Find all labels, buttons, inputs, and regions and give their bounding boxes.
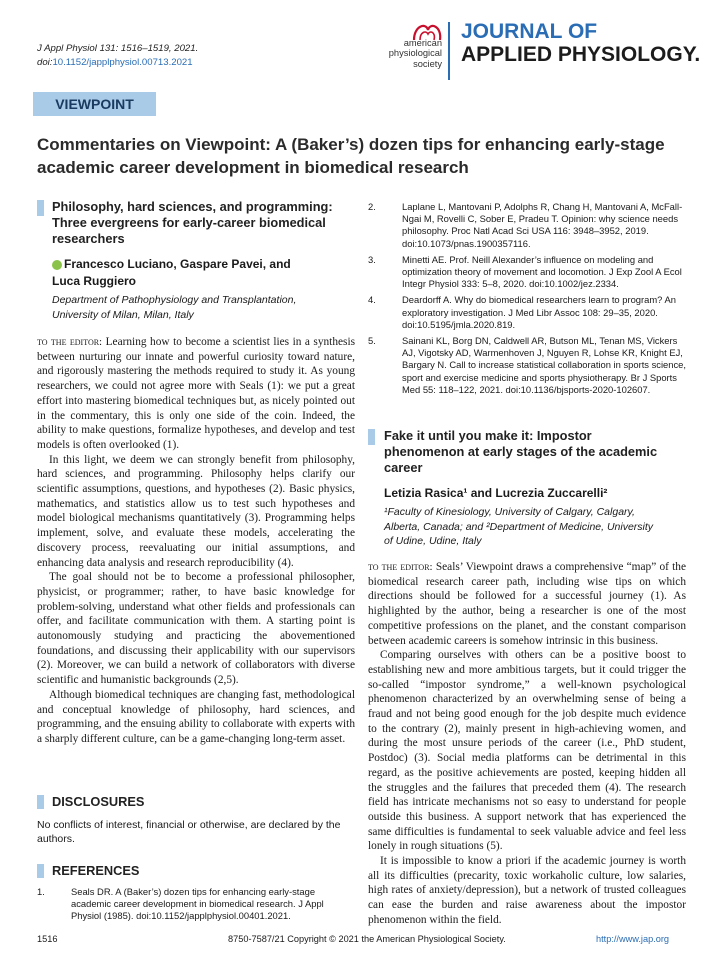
references-list bbox=[37, 886, 355, 927]
to-the-editor: to the editor: bbox=[368, 561, 433, 573]
page-title-line: Commentaries on Viewpoint: A (Baker’s) dozen tips for enhancing early-stage bbox=[37, 135, 665, 154]
references-list-continued bbox=[368, 201, 686, 400]
heading-line: researchers bbox=[52, 230, 125, 246]
heading-line: career bbox=[384, 459, 423, 475]
copyright: 8750-7587/21 Copyright © 2021 the American Physiological Society. bbox=[228, 934, 506, 944]
left-article-heading bbox=[52, 199, 357, 246]
heading-accent-bar bbox=[37, 795, 44, 809]
paragraph: Seals’ Viewpoint draws a comprehensive “map” of the biomedical research career path, including wise tips on which directions should be followed for a successful journey (1). As highlighted by the author, being a researcher is one of the most competitive professions on the planet, and the constant comparison between academic careers is somehow intrinsic in this business. bbox=[368, 561, 686, 647]
affiliation-line: Department of Pathophysiology and Transplantation, bbox=[52, 294, 297, 306]
page-title-line: academic career development in biomedical research bbox=[37, 158, 469, 177]
paragraph: Comparing ourselves with others can be a positive boost to establishing new and more ambitious targets, but it could trigger the so-called “impostor syndrome,” a well-known psychological phenomenon characterized by an overwhelming sense of being a fraud and not being good enough for the job despite much evidence to the contrary (2), mainly present in high-achieving women, and during the most unsure periods of the career (i.e., PhD student, Postdoc) (3). Social media platforms can be detrimental in this regard, as the positive achievements are posted, keeping hidden all the struggles and the failures that preceded them (4). The research field has intricate mechanisms not so easy to understand for people outside this business. A support network that has experienced the same difficulties is fundamental to seek valuable advice and feel less lonely in rough situations (5). bbox=[368, 649, 686, 853]
paragraph: Although biomedical techniques are changing fast, methodological and conceptual knowledge of philosophy, hard sciences, and programming, and the ensuing ability to collaborate with experts with a sharply different culture, can be a game-changing long-term asset. bbox=[37, 688, 355, 745]
authors-line: Luca Ruggiero bbox=[52, 274, 137, 288]
reference-text: Deardorff A. Why do biomedical researchers learn to program? An exploratory investigation. J Med Libr Assoc 108: 29–35, 2020. doi:10.5195/jmla.2020.819. bbox=[402, 294, 676, 330]
reference-text: Seals DR. A (Baker’s) dozen tips for enhancing early-stage academic career development in biomedical research. J Appl Physiol (1985). doi:10.1152/japplphysiol.00401.2021. bbox=[71, 886, 324, 922]
society-name bbox=[372, 38, 442, 69]
reference-number: 1. bbox=[37, 886, 45, 897]
page-number: 1516 bbox=[37, 934, 58, 944]
society-line: society bbox=[413, 58, 442, 69]
society-line: american bbox=[403, 38, 442, 48]
journal-url-link[interactable]: http://www.jap.org bbox=[596, 934, 670, 944]
disclosures-heading: DISCLOSURES bbox=[52, 794, 145, 809]
right-article-heading bbox=[384, 428, 689, 475]
right-article-body bbox=[368, 560, 686, 928]
reference-text: Minetti AE. Prof. Neill Alexander’s influence on modeling and optimization theory of movement and locomotion. J Exp Zool A Ecol Integr Physiol 333: 5–8, 2020. doi:10.1002/jez.2334. bbox=[402, 253, 682, 290]
journal-title-line1: JOURNAL OF bbox=[461, 20, 598, 43]
reference-number: 3. bbox=[368, 253, 376, 265]
citation-doi-link[interactable]: 10.1152/japplphysiol.00713.2021 bbox=[52, 56, 193, 68]
right-affiliation bbox=[384, 505, 689, 549]
disclosures-text: No conflicts of interest, financial or otherwise, are declared by the authors. bbox=[37, 819, 341, 845]
reference-text: Laplane L, Mantovani P, Adolphs R, Chang H, Mantovani A, McFall-Ngai M, Rovelli C, Sober E, Pradeu T. Opinion: why science needs philosophy. Proc Natl Acad Sci USA 116: 3948–3952, 2019. doi:10.1073/pnas.1900357116. bbox=[402, 201, 683, 249]
journal-divider bbox=[448, 22, 450, 80]
paragraph: The goal should not be to become a professional philosopher, physicist, or programmer; rather, to have basic knowledge for problem-solving, understand what other fields and professionals can offer, and facilitate communication with them. A starting point is autonomously studying and practicing the abovementioned foundations, and discussing their applicability with our supervisors (2). Moreover, we can build a network of collaborators with diverse scientific and humanistic backgrounds (2,5). bbox=[37, 571, 355, 687]
affiliation-line: Alberta, Canada; and ²Department of Medicine, University bbox=[384, 520, 654, 533]
citation-line: J Appl Physiol 131: 1516–1519, 2021. bbox=[37, 43, 199, 54]
heading-accent-bar bbox=[368, 429, 375, 445]
reference-item bbox=[368, 294, 686, 331]
heading-line: phenomenon at early stages of the academic bbox=[384, 443, 658, 459]
heading-line: Three evergreens for early-career biomedical bbox=[52, 214, 326, 230]
authors-line: Francesco Luciano, Gaspare Pavei, and bbox=[64, 257, 291, 271]
page-title bbox=[37, 133, 697, 179]
reference-item bbox=[368, 335, 686, 396]
left-article-body bbox=[37, 335, 355, 747]
to-the-editor: to the editor: bbox=[37, 336, 103, 348]
affiliation-line: of Udine, Udine, Italy bbox=[384, 535, 482, 547]
reference-item bbox=[368, 201, 686, 250]
paragraph: Learning how to become a scientist lies in a synthesis between nurturing our innate and powerful curiosity toward nature, and rigorously mastering the methods required to study it. As young researchers, we could not agree more with Seals (1): we put a great effort into mastering biomedical techniques but, as nicely pointed out in the commentary, this is only one side of the coin. Indeed, the ability to make questions, formalize hypotheses, and develop and test models is often overlooked (1). bbox=[37, 336, 356, 451]
reference-number: 5. bbox=[368, 335, 376, 347]
society-line: physiological bbox=[388, 48, 442, 59]
reference-number: 2. bbox=[368, 201, 376, 212]
journal-title-line2: APPLIED PHYSIOLOGY. bbox=[461, 43, 701, 66]
section-tag: VIEWPOINT bbox=[33, 92, 156, 116]
journal-title bbox=[461, 20, 700, 66]
left-authors bbox=[52, 256, 352, 290]
reference-number: 4. bbox=[368, 294, 376, 306]
paragraph: It is impossible to know a priori if the academic journey is worth all its difficulties (precarity, toxic workaholic culture, low salaries, high rates of anxiety/depression), but a network of trusted colleagues can ease the burden and raise awareness about the impostor phenomenon within the field. bbox=[368, 855, 686, 926]
orcid-icon[interactable] bbox=[52, 260, 62, 270]
heading-accent-bar bbox=[37, 864, 44, 878]
reference-text: Sainani KL, Borg DN, Caldwell AR, Butson ML, Tenan MS, Vickers AJ, Vigotsky AD, Warmenhoven J, Nguyen R, Lohse KR, Knight EJ, Bargary N. Call to increase statistical collaboration in sports science, sport and exercise medicine and sports physiotherapy. Br J Sports Med 55: 118–122, 2021. doi:10.1136/bjsports-2020-102607. bbox=[402, 335, 686, 395]
citation-doi-prefix: doi: bbox=[37, 56, 53, 68]
references-heading: REFERENCES bbox=[52, 863, 140, 878]
heading-line: Philosophy, hard sciences, and programming: bbox=[52, 199, 333, 214]
left-affiliation bbox=[52, 293, 352, 322]
affiliation-line: ¹Faculty of Kinesiology, University of Calgary, Calgary, bbox=[384, 506, 635, 518]
heading-accent-bar bbox=[37, 200, 44, 216]
affiliation-line: University of Milan, Milan, Italy bbox=[52, 308, 194, 321]
reference-item bbox=[37, 886, 355, 923]
right-authors: Letizia Rasica¹ and Lucrezia Zuccarelli² bbox=[384, 486, 608, 500]
paragraph: In this light, we deem we can strongly benefit from philosophy, hard sciences, and programming. Philosophy helps clarify our scientific assumptions, questions, and hypotheses (2). Basic physics, mathematics, and statistics allow us to test such hypotheses and model biological mechanisms quantitatively (3). Programming helps implement, solve, and evaluate these models, accelerating the discovery process, reevaluating our initial assumptions, and enhancing data analysis and research reproducibility (4). bbox=[37, 453, 355, 569]
reference-item bbox=[368, 254, 686, 291]
citation bbox=[37, 42, 198, 69]
heading-line: Fake it until you make it: Impostor bbox=[384, 428, 592, 443]
